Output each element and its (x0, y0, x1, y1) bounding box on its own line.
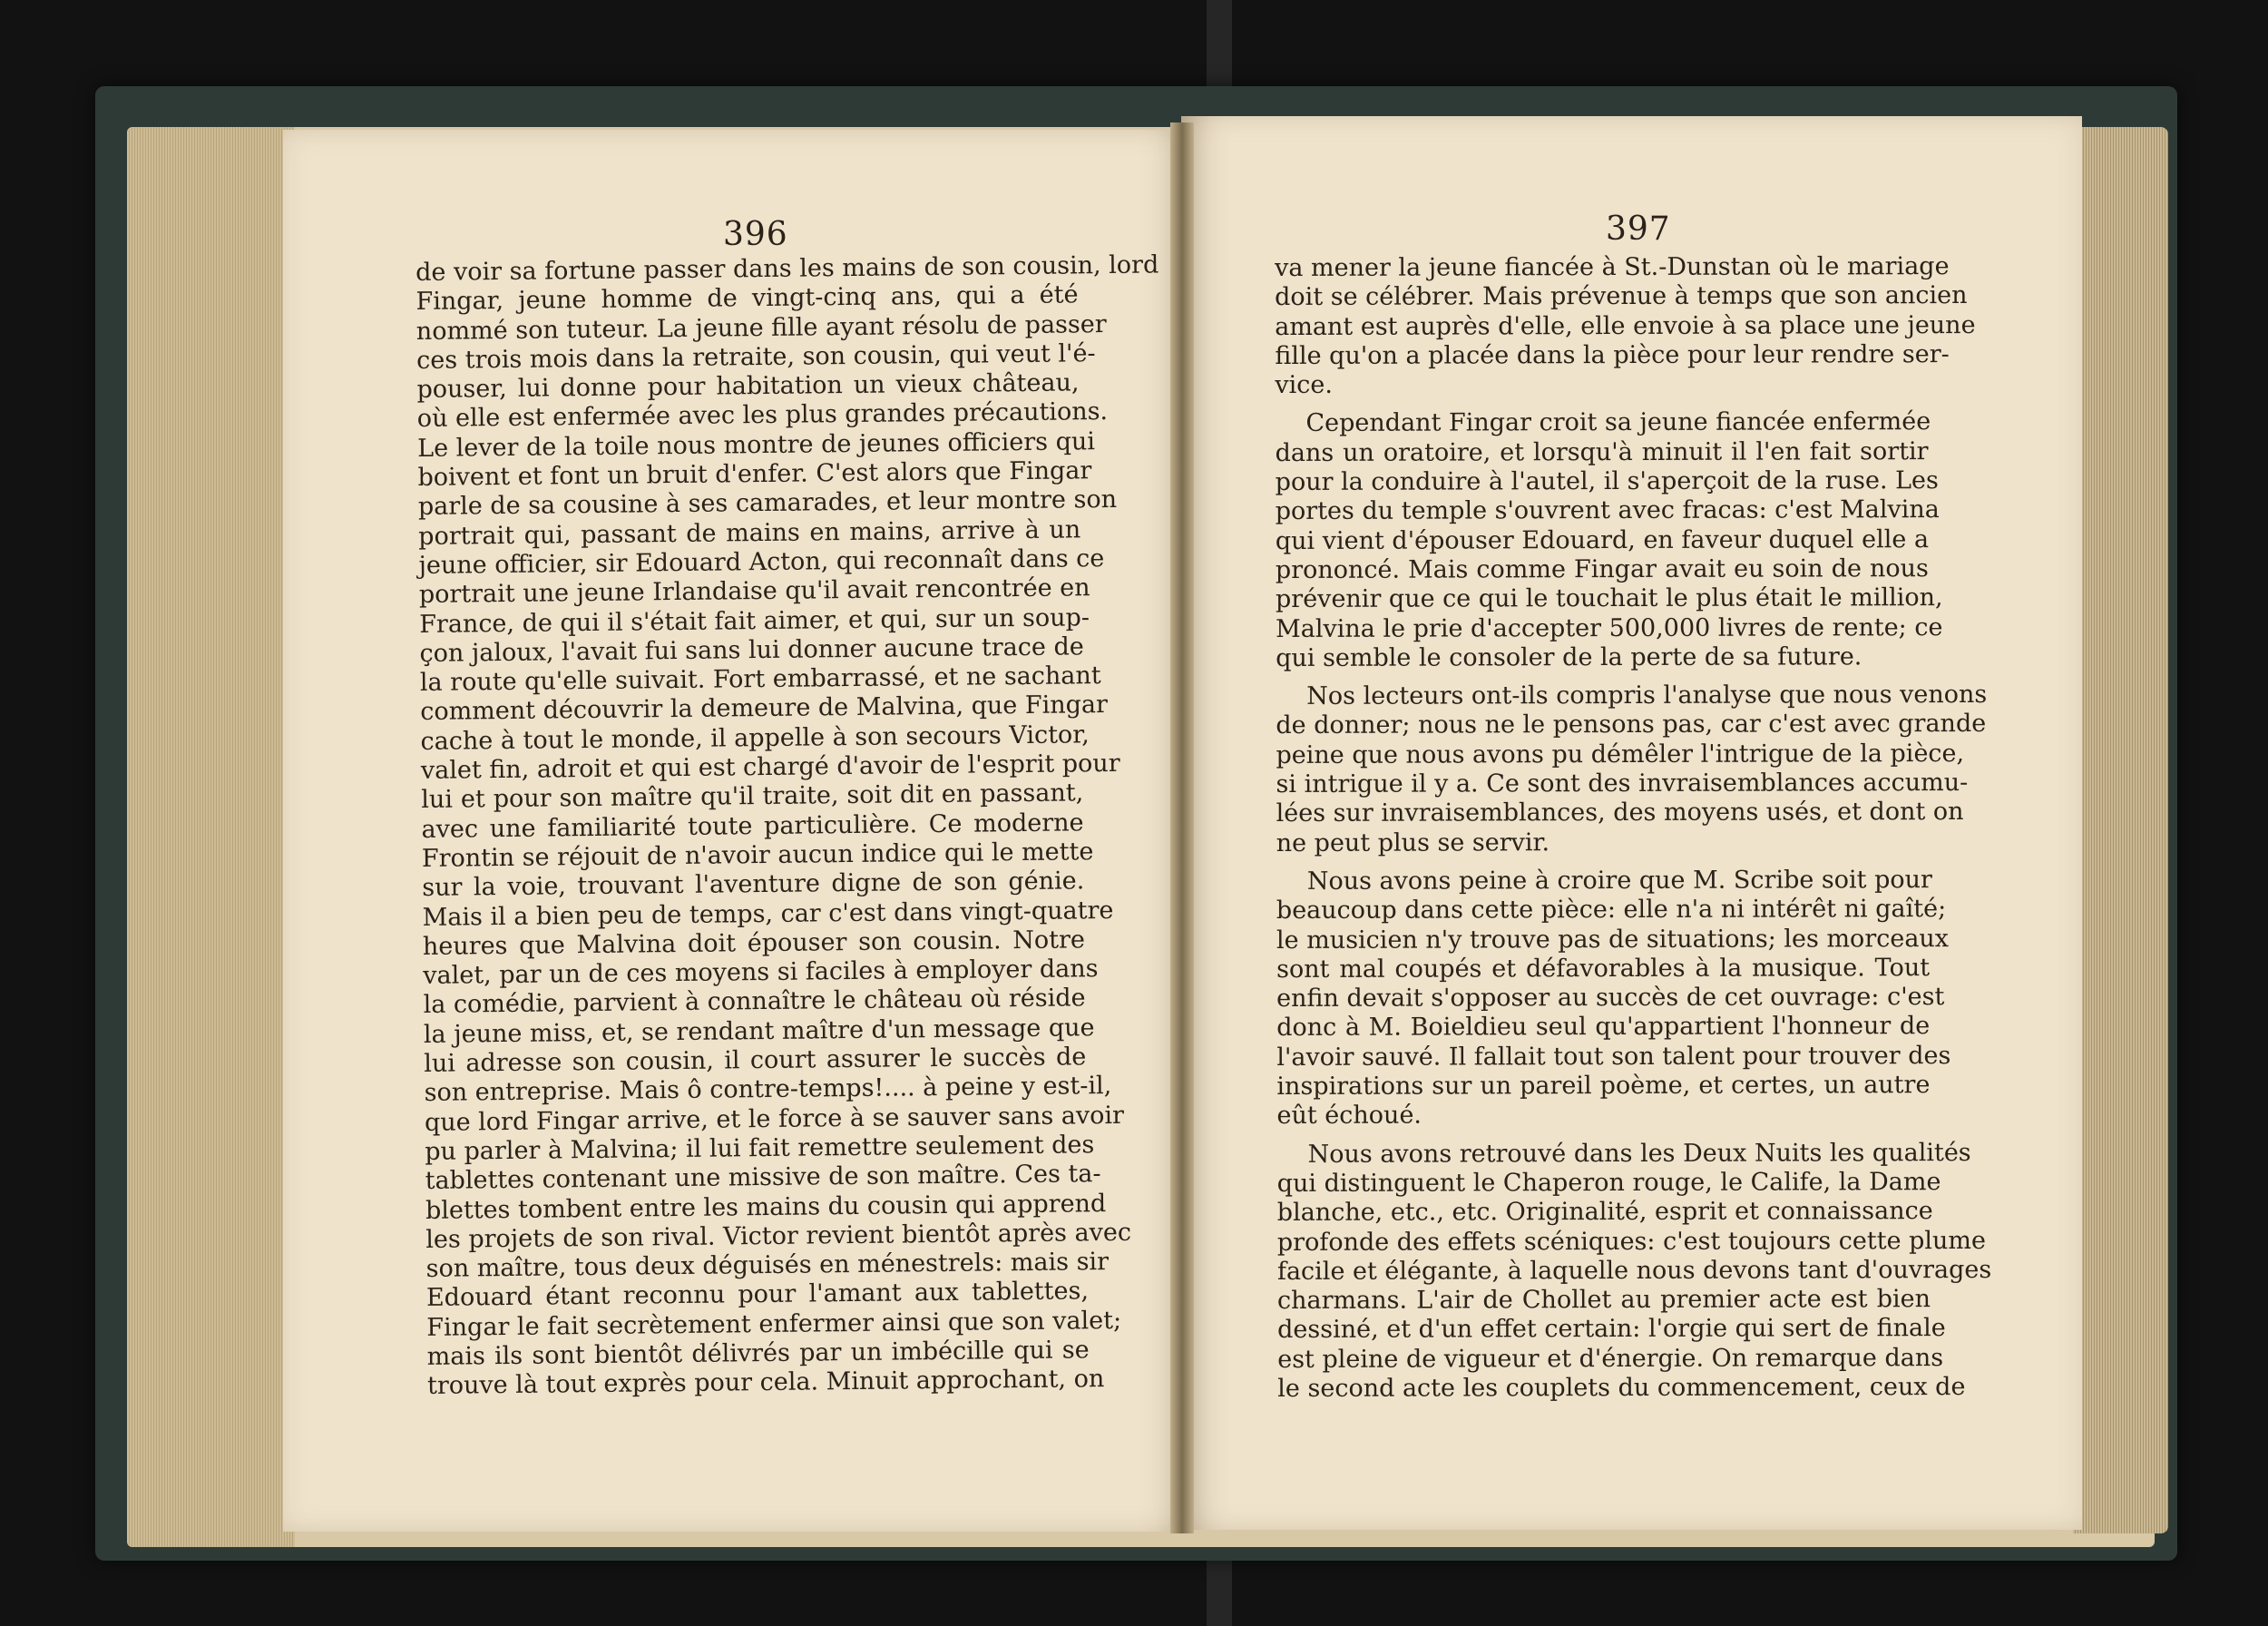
paragraph (1275, 407, 1943, 674)
text-line: est pleine de vigueur et d'énergie. On remarque dans (1277, 1343, 1944, 1374)
text-line: Fingar, jeune homme de vingt-cinq ans, qui a été (415, 280, 1079, 317)
text-line: blanche, etc., etc. Originalité, esprit et connaissance (1276, 1197, 1933, 1228)
text-line: qui semble le consoler de la perte de sa future. (1276, 642, 1862, 672)
text-line: la comédie, parvient à connaître le château où réside (423, 984, 1086, 1020)
text-line: le musicien n'y trouve pas de situations; les morceaux (1276, 924, 1950, 955)
left-page-edges (127, 127, 295, 1547)
text-line: dans un oratoire, et lorsqu'à minuit il l'en fait sortir (1275, 436, 1929, 467)
right-page-text (1275, 252, 1992, 1404)
text-line: qui distinguent le Chaperon rouge, le Calife, la Dame (1276, 1167, 1941, 1198)
text-line: lui et pour son maître qu'il traite, soit dit en passant, (421, 779, 1084, 815)
text-line: ne peut plus se servir. (1276, 828, 1550, 857)
text-line: amant est auprès d'elle, elle envoie à sa place une jeune (1275, 310, 1976, 341)
text-line: portrait une jeune Irlandaise qu'il avait rencontrée en (418, 573, 1090, 610)
text-line: ces trois mois dans la retraite, son cousin, qui veut l'é- (416, 339, 1096, 375)
text-line: de donner; nous ne le pensons pas, car c'est avec grande (1276, 710, 1987, 740)
text-line: la route qu'elle suivait. Fort embarrassé, et ne sachant (419, 661, 1101, 698)
text-line: beaucoup dans cette pièce: elle n'a ni intérêt ni gaîté; (1276, 895, 1947, 926)
text-line: lées sur invraisemblances, des moyens usés, et dont on (1276, 798, 1964, 828)
text-line: Malvina le prie d'accepter 500,000 livres de rente; ce (1276, 612, 1943, 643)
text-line: pour la conduire à l'autel, il s'aperçoit de la ruse. Les (1275, 466, 1939, 497)
text-line: donc à M. Boieldieu seul qu'appartient l'honneur de (1276, 1012, 1931, 1043)
text-line: Nos lecteurs ont-ils compris l'analyse que nous venons (1306, 681, 1988, 711)
text-line: Frontin se réjouit de n'avoir aucun indice qui le mette (421, 837, 1094, 873)
text-line: France, de qui il s'était fait aimer, et qui, sur un soup- (419, 602, 1090, 639)
left-page-text (415, 250, 1159, 1401)
text-line: trouve là tout exprès pour cela. Minuit approchant, on (426, 1365, 1105, 1401)
right-page-number: 397 (1606, 211, 1671, 248)
text-line: tablettes contenant une missive de son maître. Ces ta- (425, 1160, 1101, 1196)
text-line: avec une familiarité toute particulière. Ce moderne (421, 808, 1084, 844)
text-line: Fingar le fait secrètement enfermer ainsi que son valet; (426, 1306, 1122, 1342)
text-line: facile et élégante, à laquelle nous devons tant d'ouvrages (1276, 1255, 1992, 1286)
text-line: Nous avons peine à croire que M. Scribe soit pour (1306, 866, 1932, 896)
text-line: prévenir que ce qui le touchait le plus était le million, (1275, 583, 1943, 614)
text-line: nommé son tuteur. La jeune fille ayant résolu de passer (415, 309, 1107, 346)
text-line: que lord Fingar arrive, et le force à se sauver sans avoir (424, 1101, 1125, 1137)
text-line: fille qu'on a placée dans la pièce pour leur rendre ser- (1275, 339, 1950, 370)
text-line: dessiné, et d'un effet certain: l'orgie qui sert de finale (1277, 1314, 1946, 1345)
text-line: valet fin, adroit et qui est chargé d'avoir de l'esprit pour (420, 749, 1120, 786)
text-line: vice. (1275, 371, 1333, 400)
text-line: l'avoir sauvé. Il fallait tout son talent pour trouver des (1276, 1041, 1951, 1072)
text-line: jeune officier, sir Edouard Acton, qui reconnaît dans ce (418, 544, 1105, 580)
text-line: doit se célébrer. Mais prévenue à temps que son ancien (1275, 281, 1968, 312)
text-line: pu parler à Malvina; il lui fait remettre seulement des (425, 1131, 1095, 1166)
right-page-edges (2073, 127, 2168, 1533)
paragraph (1276, 866, 1951, 1131)
text-line: profonde des effets scéniques: c'est toujours cette plume (1276, 1226, 1987, 1257)
text-line: portes du temple s'ouvrent avec fracas: c'est Malvina (1275, 495, 1940, 526)
text-line: çon jaloux, l'avait fui sans lui donner aucune trace de (419, 632, 1084, 668)
text-line: va mener la jeune fiancée à St.-Dunstan où le mariage (1275, 252, 1950, 282)
paragraph (1276, 681, 1988, 858)
text-line: heures que Malvina doit épouser son cousin. Notre (422, 926, 1086, 961)
text-line: lui adresse son cousin, il court assurer le succès de (424, 1043, 1087, 1078)
text-line: Edouard étant reconnu pour l'amant aux tablettes, (425, 1277, 1090, 1313)
text-line: enfin devait s'opposer au succès de cet ouvrage: c'est (1276, 983, 1945, 1014)
text-line: valet, par un de ces moyens si faciles à employer dans (423, 955, 1099, 991)
text-line: portrait qui, passant de mains en mains, arrive à un (418, 515, 1081, 551)
text-line: Cependant Fingar croit sa jeune fiancée enfermée (1305, 407, 1931, 438)
text-line: eût échoué. (1276, 1101, 1422, 1131)
book-gutter (1170, 122, 1194, 1533)
text-line: son entreprise. Mais ô contre-temps!.... à peine y est-il, (424, 1072, 1112, 1108)
text-line: blettes tombent entre les mains du cousin qui apprend (425, 1189, 1107, 1225)
text-line: parle de sa cousine à ses camarades, et leur montre son (417, 485, 1118, 522)
left-page-number: 396 (723, 216, 788, 253)
text-line: les projets de son rival. Victor revient bientôt après avec (425, 1218, 1132, 1254)
text-line: sont mal coupés et défavorables à la musique. Tout (1276, 953, 1931, 984)
text-line: sur la voie, trouvant l'aventure digne de son génie. (422, 867, 1085, 903)
text-line: où elle est enfermée avec les plus grandes précautions. (416, 397, 1109, 434)
text-line: mais ils sont bientôt délivrés par un imbécille qui se (426, 1336, 1090, 1371)
text-line: cache à tout le monde, il appelle à son secours Victor, (420, 720, 1090, 756)
text-line: peine que nous avons pu démêler l'intrigue de la pièce, (1276, 739, 1965, 769)
text-line: le second acte les couplets du commencement, ceux de (1277, 1372, 1966, 1403)
text-line: Nous avons retrouvé dans les Deux Nuits les qualités (1307, 1138, 1971, 1169)
text-line: qui vient d'épouser Edouard, en faveur duquel elle a (1275, 524, 1930, 555)
paragraph (1275, 252, 1976, 400)
text-line: Mais il a bien peu de temps, car c'est dans vingt-quatre (422, 896, 1114, 932)
text-line: pouser, lui donne pour habitation un vieux château, (416, 368, 1080, 405)
text-line: boivent et font un bruit d'enfer. C'est alors que Fingar (417, 456, 1092, 493)
text-line: comment découvrir la demeure de Malvina, que Fingar (420, 691, 1109, 727)
text-line: prononcé. Mais comme Fingar avait eu soin de nous (1275, 554, 1929, 584)
paragraph (1276, 1138, 1992, 1405)
text-line: Le lever de la toile nous montre de jeunes officiers qui (417, 426, 1096, 463)
text-line: charmans. L'air de Chollet au premier acte est bien (1276, 1285, 1931, 1316)
text-line: si intrigue il y a. Ce sont des invraisemblances accumu- (1276, 769, 1969, 799)
text-line: de voir sa fortune passer dans les mains de son cousin, lord (415, 250, 1159, 287)
text-line: la jeune miss, et, se rendant maître d'un message que (423, 1013, 1095, 1049)
text-line: inspirations sur un pareil poème, et certes, un autre (1276, 1071, 1931, 1102)
text-line: son maître, tous deux déguisés en ménestrels: mais sir (425, 1248, 1110, 1284)
